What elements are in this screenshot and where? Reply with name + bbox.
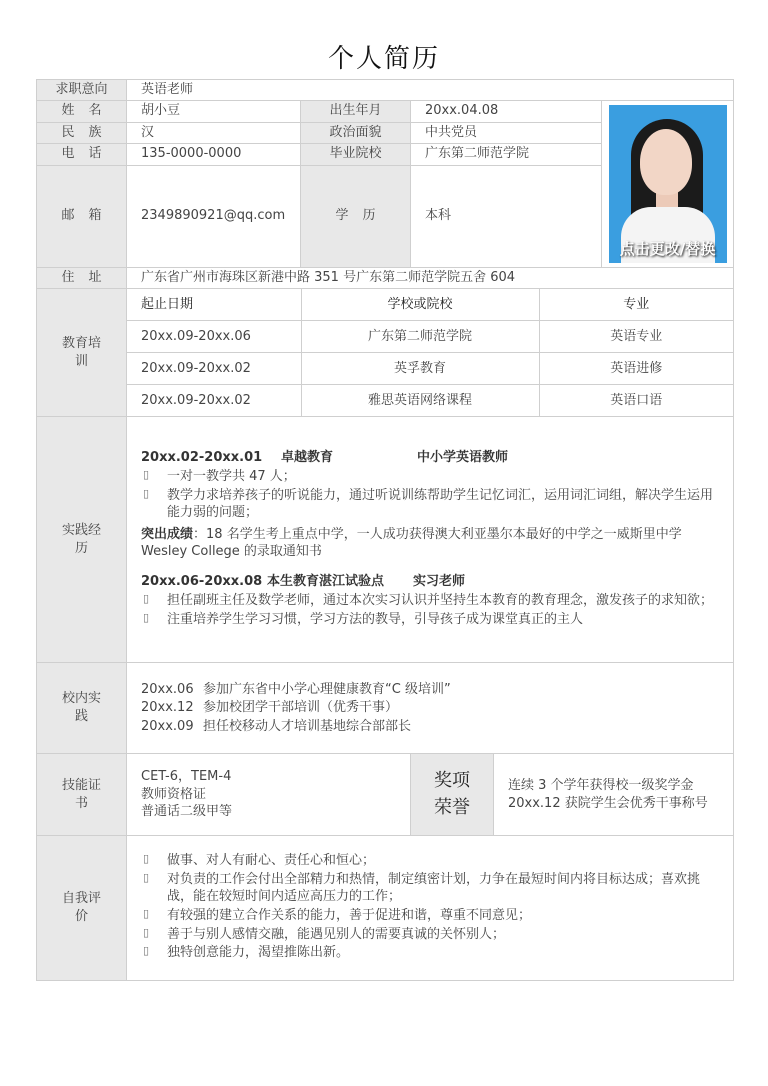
job1-highlight [141,526,719,561]
education-date[interactable]: 20xx.09-20xx.06 [127,321,301,353]
label-practice-text: 实践经历 [61,522,101,556]
label-awards [411,754,494,835]
label-self [37,836,127,981]
value-email[interactable]: 2349890921@qq.com [127,165,301,268]
certs-cell[interactable] [127,754,411,836]
list-item [141,907,719,925]
label-name: 姓名 [37,101,127,123]
practice-cell[interactable] [127,417,734,663]
list-item [141,718,733,736]
self-text: 善于与别人感情交融，能遇见别人的需要真诚的关怀别人； [167,926,506,942]
value-objective[interactable]: 英语老师 [127,80,734,101]
education-cell [127,289,734,417]
education-row [127,353,733,385]
list-item [141,487,719,522]
self-text: 独特创意能力，渴望推陈出新。 [167,945,350,961]
job1-date: 20xx.02-20xx.01 [141,449,263,465]
campus-date: 20xx.12 [141,700,194,716]
photo-replace-caption[interactable]: 点击更改/替换 [619,239,716,258]
list-item [141,944,719,962]
education-date[interactable]: 20xx.09-20xx.02 [127,353,301,385]
job1-org: 卓越教育 [281,449,334,465]
awards-list[interactable] [494,754,708,835]
campus-text: 参加广东省中小学心理健康教育“C 级培训” [203,681,451,697]
education-major[interactable]: 英语口语 [610,392,663,408]
bullet-icon: ▯ [143,486,150,500]
bullet-icon: ▯ [143,907,150,920]
label-practice [37,417,127,663]
education-school[interactable]: 雅思英语网络课程 [301,385,539,417]
label-certs-text: 技能证书 [61,777,101,811]
education-row [127,321,733,353]
row-campus [37,663,734,754]
job2-bullets [141,592,719,628]
self-text: 有较强的建立合作关系的能力，善于促进和谐，尊重不同意见； [167,908,532,923]
job1-bullet-text: 教学力求培养孩子的听说能力，通过听说训练帮助学生记忆词汇，运用词汇词组，解决学生运用能力弱的问题； [167,487,714,521]
row-objective [37,80,734,101]
campus-cell[interactable] [127,663,734,754]
label-education [37,289,127,417]
list-item: 普通话二级甲等 [141,804,233,820]
row-address [37,268,734,289]
row-practice [37,417,734,663]
list-item [141,699,733,717]
education-header-major: 专业 [539,289,733,321]
label-objective: 求职意向 [37,80,127,101]
value-name[interactable]: 胡小豆 [127,101,301,123]
education-table [127,289,733,416]
list-item [141,468,719,486]
job1-header [141,449,719,467]
education-school[interactable]: 英孚教育 [301,353,539,385]
list-item: 连续 3 个学年获得校一级奖学金 [508,777,694,793]
list-item [141,926,719,944]
highlight-label: 突出成绩 [141,526,194,542]
value-politics[interactable]: 中共党员 [411,122,602,144]
photo-face [640,129,692,195]
value-birth[interactable]: 20xx.04.08 [411,101,602,123]
list-item: 20xx.12 获院学生会优秀干事称号 [508,795,708,811]
photo-cell[interactable] [602,101,734,268]
education-header-date: 起止日期 [127,289,301,321]
job2-date: 20xx.06-20xx.08 [141,573,263,589]
list-item [141,611,719,629]
label-self-text: 自我评价 [61,891,101,924]
education-school[interactable]: 广东第二师范学院 [301,321,539,353]
label-campus [37,663,127,754]
practice-block [127,437,733,643]
bullet-icon: ▯ [143,925,150,939]
label-education-text: 教育培训 [61,335,101,369]
education-row [127,385,733,417]
education-major[interactable]: 英语进修 [539,353,733,385]
label-phone: 电话 [37,144,127,166]
label-school: 毕业院校 [301,144,411,166]
highlight-text: ：18 名学生考上重点中学，一人成功获得澳大利亚墨尔本最好的中学之一威斯里中学 Wesley College 的录取通知书 [141,526,682,560]
profile-photo[interactable] [609,105,727,263]
row-self [37,836,734,981]
campus-date: 20xx.09 [141,718,194,734]
list-item: 教师资格证 [141,786,207,802]
row-certs [37,754,734,836]
list-item: CET-6，TEM-4 [141,769,232,785]
job2-org: 本生教育湛江试验点 [267,573,385,589]
awards-wrap [411,754,733,835]
list-item [141,592,719,610]
job2-bullet-text: 担任副班主任及数学老师，通过本次实习认识并坚持生本教育的教育理念，激发孩子的求知欲； [167,593,714,609]
job1-bullets [141,468,719,522]
job1-bullet-text: 一对一教学共 47 人； [167,469,296,485]
list-item [141,681,733,699]
bullet-icon: ▯ [143,944,150,958]
value-school[interactable]: 广东第二师范学院 [411,144,602,166]
campus-date: 20xx.06 [141,681,194,697]
job2-header [141,573,719,591]
self-bullets [141,852,719,961]
row-education [37,289,734,417]
self-cell[interactable] [127,836,734,981]
value-ethnicity[interactable]: 汉 [127,122,301,144]
value-phone[interactable]: 135-0000-0000 [127,144,301,166]
list-item [141,852,719,870]
label-campus-text: 校内实践 [61,691,101,724]
label-awards-text: 奖项荣誉 [434,770,470,818]
label-birth: 出生年月 [301,101,411,123]
page-title: 个人简历 [327,44,440,74]
education-header-school: 学校或院校 [301,289,539,321]
label-degree: 学历 [301,165,411,268]
self-text: 对负责的工作会付出全部精力和热情，制定缜密计划，力争在最短时间内将目标达成；喜欢挑战，能在较短时间内适应高压力的工作； [167,871,701,905]
campus-text: 担任校移动人才培训基地综合部部长 [203,718,412,734]
bullet-icon: ▯ [143,610,150,624]
label-ethnicity: 民族 [37,122,127,144]
value-address[interactable]: 广东省广州市海珠区新港中路 351 号广东第二师范学院五舍 604 [127,268,734,289]
resume-table [36,79,734,981]
job2-bullet-text: 注重培养学生学习习惯，学习方法的教导，引导孩子成为课堂真正的主人 [167,611,584,627]
list-item [141,871,719,906]
education-header-row [127,289,733,321]
campus-text: 参加校团学干部培训（优秀干事） [203,700,399,716]
label-address: 住址 [37,268,127,289]
bullet-icon: ▯ [143,870,150,884]
bullet-icon: ▯ [143,852,150,866]
value-degree[interactable]: 本科 [411,165,602,268]
bullet-icon: ▯ [143,468,150,482]
row-name [37,101,734,123]
self-text: 做事、对人有耐心、责任心和恒心； [167,853,376,869]
label-politics: 政治面貌 [301,122,411,144]
education-major[interactable]: 英语专业 [539,321,733,353]
job1-role: 中小学英语教师 [417,449,509,465]
label-certs [37,754,127,836]
job2-role: 实习老师 [413,573,466,589]
label-email: 邮箱 [37,165,127,268]
education-date[interactable]: 20xx.09-20xx.02 [127,385,301,417]
bullet-icon: ▯ [143,592,150,606]
awards-cell [411,754,734,836]
